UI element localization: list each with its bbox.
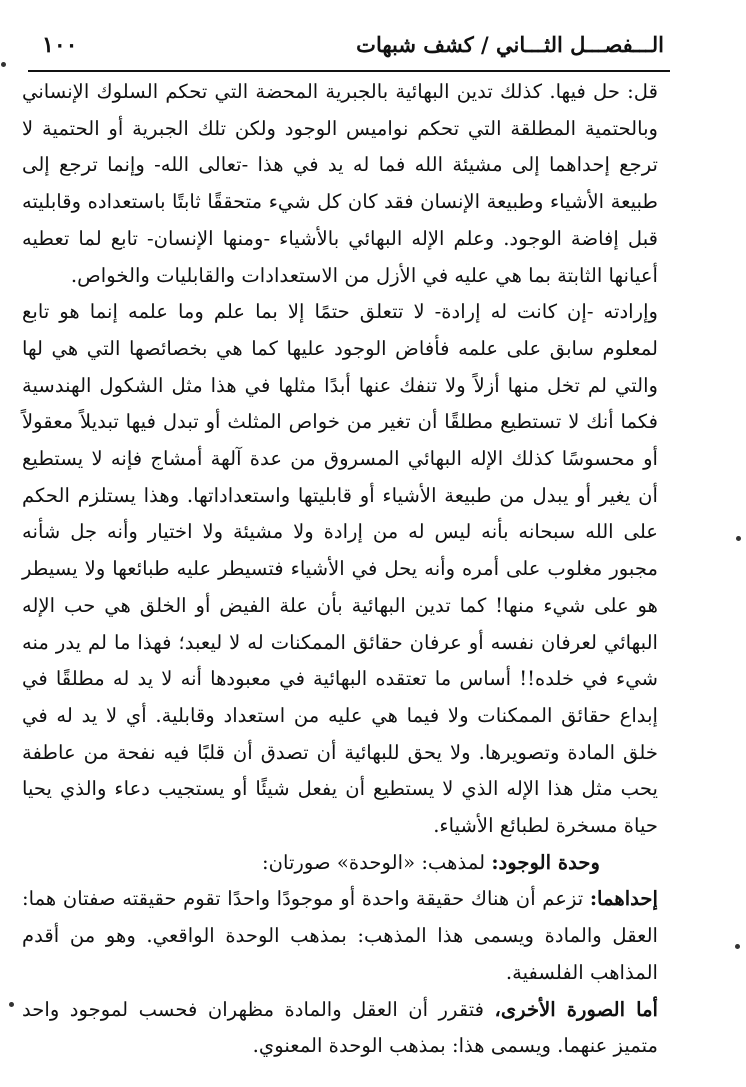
paragraph-second-form xyxy=(22,992,658,1065)
paragraph-2: وإرادته -إن كانت له إرادة- لا تتعلق حتمًا إلا بما علم وما علمه إنما هو تابع لمعلوم سابق على علمه فأفاض الوجود عليها كما هي بخصائصها التي هي لها والتي لم تخل منها أزلاً ولا تنفك عنها أبدًا مثلها في هذا مثل الشكول الهندسية فكما أنك لا تستطيع مطلقًا أن تغير من خواص المثلث أو تبدل فيها تبديلاً معقولاً أو محسوسًا كذلك الإله البهائي المسروق من عدة آلهة أمشاج فإنه لا يستطيع أن يغير أو يبدل من طبيعة الأشياء أو قابليتها واستعداداتها. وهذا يستلزم الحكم على الله سبحانه بأنه ليس له من إرادة ولا مشيئة ولا اختيار وأنه جل شأنه مجبور مغلوب على أمره وأنه يحل في الأشياء فتسيطر عليه طبائعها ولا يسيطر هو على شيء منها! كما تدين البهائية بأن علة الفيض أو الخلق هي حب الإله البهائي لعرفان نفسه أو عرفان حقائق الممكنات له لا ليعبد؛ فهذا ما لم يدر منه شيء في خلده!! أساس ما تعتقده البهائية في معبودها أنه لا يد له مطلقًا في إبداع حقائق الممكنات ولا فيما هي عليه من استعداد وقابلية. أي لا يد له في خلق المادة وتصويرها. ولا يحق للبهائية أن تصدق أن قلبًا فيه نفحة من عاطفة يحب مثل هذا الإله الذي لا يستطيع أن يفعل شيئًا أو يستجيب دعاء والذي يحيا حياة مسخرة لطبائع الأشياء. xyxy=(22,300,658,838)
margin-mark xyxy=(735,944,740,949)
quoted-term: الوحدة xyxy=(348,850,404,874)
body-text xyxy=(22,74,658,1065)
margin-mark xyxy=(1,62,6,67)
first-form-lead: إحداهما: xyxy=(589,887,658,911)
page-header xyxy=(28,30,670,72)
margin-mark xyxy=(736,536,741,541)
second-form-lead: أما الصورة الأخرى، xyxy=(494,997,659,1021)
heading-text: لمذهب: xyxy=(421,850,486,874)
second-form-text: فتقرر أن العقل والمادة مظهران فحسب لموجود واحد متميز عنهما. ويسمى هذا: بمذهب الوحدة المعنوي. xyxy=(22,997,658,1058)
heading-tail: صورتان: xyxy=(262,850,331,874)
first-form-text: تزعم أن هناك حقيقة واحدة أو موجودًا واحدًا تقوم حقيقته صفتان هما: العقل والمادة ويسمى هذا المذهب: بمذهب الوحدة الواقعي. وهو من أقدم المذاهب الفلسفية. xyxy=(22,887,658,984)
paragraph-1: قل: حل فيها. كذلك تدين البهائية بالجبرية المحضة التي تحكم السلوك الإنساني وبالحتمية المطلقة التي تحكم نواميس الوجود ولكن تلك الجبرية أو الحتمية لا ترجع إحداهما إلى مشيئة الله فما له يد في هذا -تعالى الله- وإنما ترجع إلى طبيعة الأشياء وطبيعة الإنسان فقد كان كل شيء متحققًا ثابتًا باستعداده وقابليته قبل إفاضة الوجود. وعلم الإله البهائي بالأشياء -ومنها الإنسان- تابع لما تعطيه أعيانها الثابتة بما هي عليه في الأزل من الاستعدادات والقابليات والخواص. xyxy=(22,80,658,287)
quote-open: « xyxy=(403,850,416,874)
section-heading: وحدة الوجود: xyxy=(491,850,600,874)
quote-close: » xyxy=(336,850,349,874)
paragraph-first-form xyxy=(22,881,658,991)
page-number: ١٠٠ xyxy=(42,32,78,58)
margin-mark xyxy=(9,1002,14,1007)
running-title: الـــفصـــل الثـــاني / كشف شبهات xyxy=(356,32,664,57)
section-heading-paragraph xyxy=(22,845,658,882)
